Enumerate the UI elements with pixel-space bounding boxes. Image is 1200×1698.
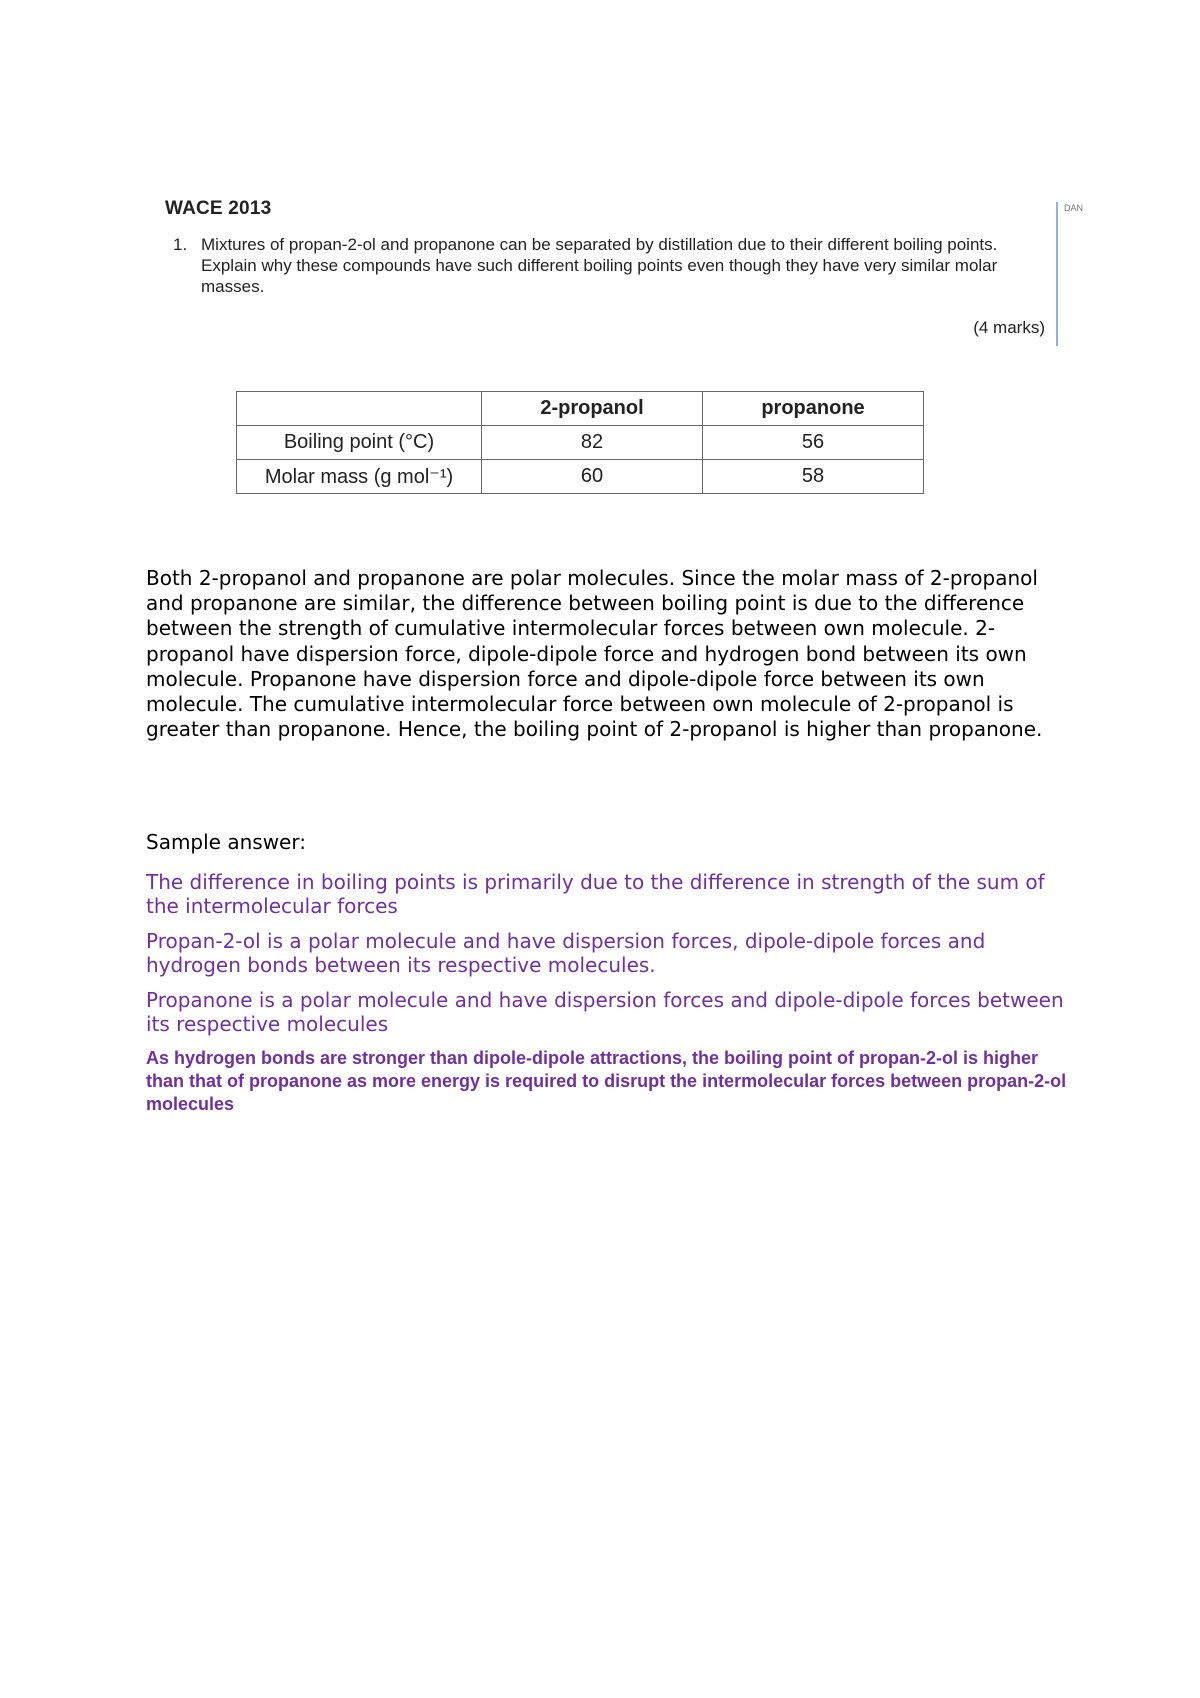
table-cell: 58 <box>703 460 924 494</box>
table-cell: 56 <box>703 426 924 460</box>
table-row <box>237 426 924 460</box>
question-text: Mixtures of propan-2-ol and propanone can be separated by distillation due to their different boiling points. Explain why these compounds have such different boiling points even though they have very similar molar masses. <box>201 235 998 296</box>
table-cell: 82 <box>482 426 703 460</box>
student-answer: Both 2-propanol and propanone are polar molecules. Since the molar mass of 2-propanol and propanone are similar, the difference between boiling point is due to the difference between the strength of cumulative intermolecular forces between own molecule. 2-propanol have dispersion force, dipole-dipole force and hydrogen bond between its own molecule. Propanone have dispersion force and dipole-dipole force between its own molecule. The cumulative intermolecular force between own molecule of 2-propanol is greater than propanone. Hence, the boiling point of 2-propanol is higher than propanone. <box>146 566 1043 742</box>
exam-title: WACE 2013 <box>165 198 272 219</box>
margin-note: DAN <box>1064 203 1084 213</box>
table-header-cell: 2-propanol <box>482 392 703 426</box>
row-label: Molar mass (g mol⁻¹) <box>237 460 482 494</box>
margin-line <box>1056 202 1058 346</box>
sample-answer-point: Propanone is a polar molecule and have dispersion forces and dipole-dipole forces between its respective molecules <box>146 988 1064 1036</box>
sample-answer-list <box>146 870 1076 1127</box>
question <box>165 234 1045 338</box>
table-header-cell: propanone <box>703 392 924 426</box>
table-row <box>237 460 924 494</box>
row-label: Boiling point (°C) <box>237 426 482 460</box>
data-table <box>236 391 924 494</box>
sample-answer-point: Propan-2-ol is a polar molecule and have dispersion forces, dipole-dipole forces and hydrogen bonds between its respective molecules. <box>146 929 986 977</box>
sample-answer-point: The difference in boiling points is primarily due to the difference in strength of the sum of the intermolecular forces <box>146 870 1045 918</box>
table-cell: 60 <box>482 460 703 494</box>
exam-question-image <box>165 198 1045 338</box>
sample-answer-label: Sample answer: <box>146 830 306 854</box>
sample-answer-point: As hydrogen bonds are stronger than dipole-dipole attractions, the boiling point of propan-2-ol is higher than that of propanone as more energy is required to disrupt the intermolecular forces between propan-2-ol molecules <box>146 1048 1067 1114</box>
question-marks: (4 marks) <box>973 318 1045 337</box>
question-number: 1. <box>173 235 188 254</box>
table-header-cell <box>237 392 482 426</box>
table-header-row <box>237 392 924 426</box>
